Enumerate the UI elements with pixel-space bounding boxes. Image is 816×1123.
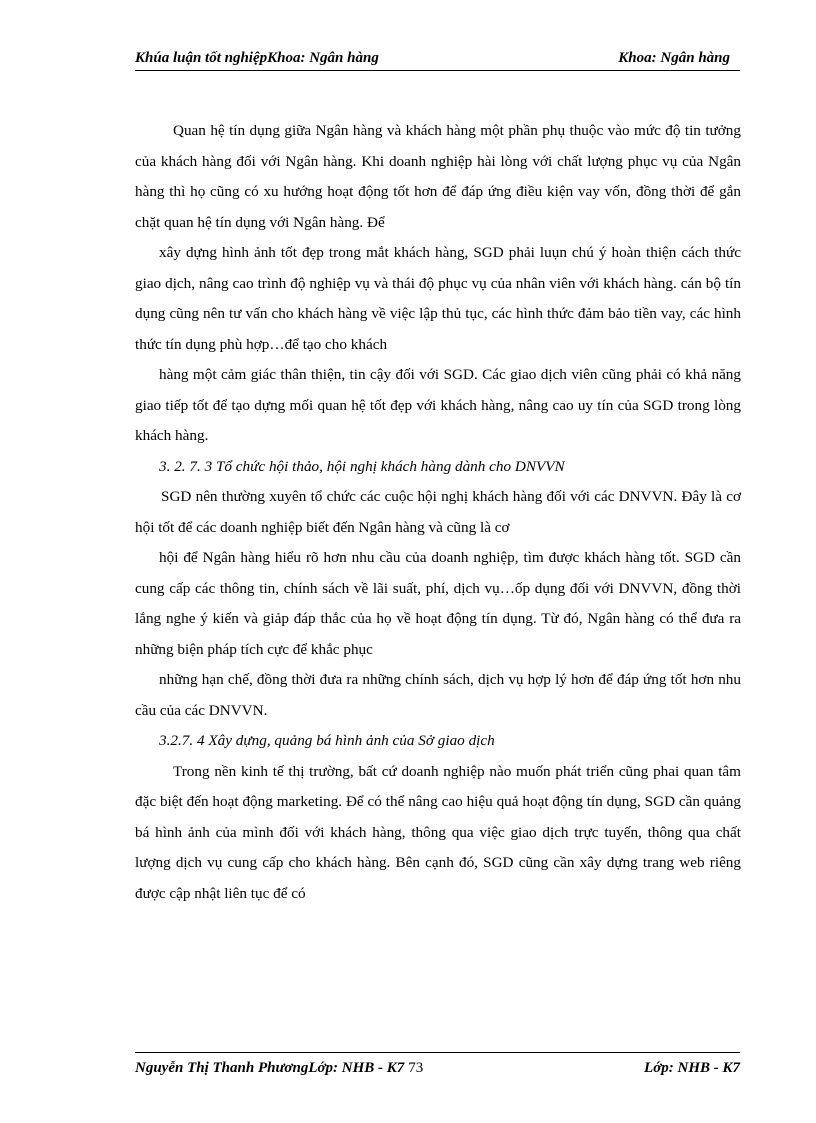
header-right: Khoa: Ngân hàng bbox=[618, 50, 730, 66]
section-heading-3-2-7-3: 3. 2. 7. 3 Tổ chức hội thảo, hội nghị khách hàng dành cho DNVVN bbox=[159, 457, 565, 475]
body-text bbox=[135, 116, 741, 909]
page-number: 73 bbox=[408, 1060, 424, 1076]
header-left: Khúa luận tốt nghiệpKhoa: Ngân hàng bbox=[135, 50, 379, 66]
paragraph-6: những hạn chế, đồng thời đưa ra những chính sách, dịch vụ hợp lý hơn để đáp ứng tốt hơn nhu cầu của các DNVVN. bbox=[135, 671, 741, 719]
paragraph-7: Trong nền kinh tế thị trường, bất cứ doanh nghiệp nào muốn phát triển cũng phai quan tâm đặc biệt đến hoạt động marketing. Để có thể nâng cao hiệu quả hoạt động tín dụng, SGD cần quảng bá hình ảnh của mình đối với khách hàng, thông qua việc giao dịch trực tuyến, thông qua chất lượng dịch vụ cung cấp cho khách hàng. Bên cạnh đó, SGD cũng cần xây dựng trang web riêng được cập nhật liên tục để có bbox=[135, 762, 741, 902]
footer-right: Lớp: NHB - K7 bbox=[644, 1060, 740, 1076]
section-heading-3-2-7-4: 3.2.7. 4 Xây dựng, quảng bá hình ảnh của Sở giao dịch bbox=[159, 732, 495, 749]
page-header bbox=[135, 48, 740, 71]
paragraph-1: Quan hệ tín dụng giữa Ngân hàng và khách hàng một phần phụ thuộc vào mức độ tin tưởng của khách hàng đối với Ngân hàng. Khi doanh nghiệp hài lòng với chất lượng phục vụ của Ngân hàng thì họ cũng có xu hướng hoạt động tốt hơn để đáp ứng điều kiện vay vốn, đồng thời để gắn chặt quan hệ tín dụng với Ngân hàng. Để bbox=[135, 122, 741, 231]
page-footer bbox=[135, 1052, 740, 1083]
paragraph-3: hàng một cảm giác thân thiện, tin cậy đối với SGD. Các giao dịch viên cũng phải có khả năng giao tiếp tốt để tạo dựng mối quan hệ tốt đẹp với khách hàng, nâng cao uy tín của SGD trong lòng khách hàng. bbox=[135, 366, 741, 444]
paragraph-5: hội để Ngân hàng hiểu rõ hơn nhu cầu của doanh nghiệp, tìm được khách hàng tốt. SGD cần cung cấp các thông tin, chính sách về lãi suất, phí, dịch vụ…ốp dụng đối với DNVVN, đồng thời lắng nghe ý kiến và giảp đáp thắc của họ về hoạt động tín dụng. Từ đó, Ngân hàng có thể đưa ra những biện pháp tích cực để khắc phục bbox=[135, 549, 741, 658]
footer-author: Nguyễn Thị Thanh PhươngLớp: NHB - K7 bbox=[135, 1060, 405, 1076]
paragraph-2: xây dựng hình ảnh tốt đẹp trong mắt khách hàng, SGD phải luụn chú ý hoàn thiện cách thức giao dịch, nâng cao trình độ nghiệp vụ và thái độ phục vụ của nhân viên với khách hàng. cán bộ tín dụng cũng nên tư vấn cho khách hàng về việc lập thủ tục, các hình thức đảm bảo tiền vay, các hình thức tín dụng phù hợp…để tạo cho khách bbox=[135, 244, 741, 353]
footer-left bbox=[135, 1060, 423, 1077]
paragraph-4: SGD nên thường xuyên tổ chức các cuộc hội nghị khách hàng đối với các DNVVN. Đây là cơ hội tốt để các doanh nghiệp biết đến Ngân hàng và cũng là cơ bbox=[135, 488, 741, 536]
